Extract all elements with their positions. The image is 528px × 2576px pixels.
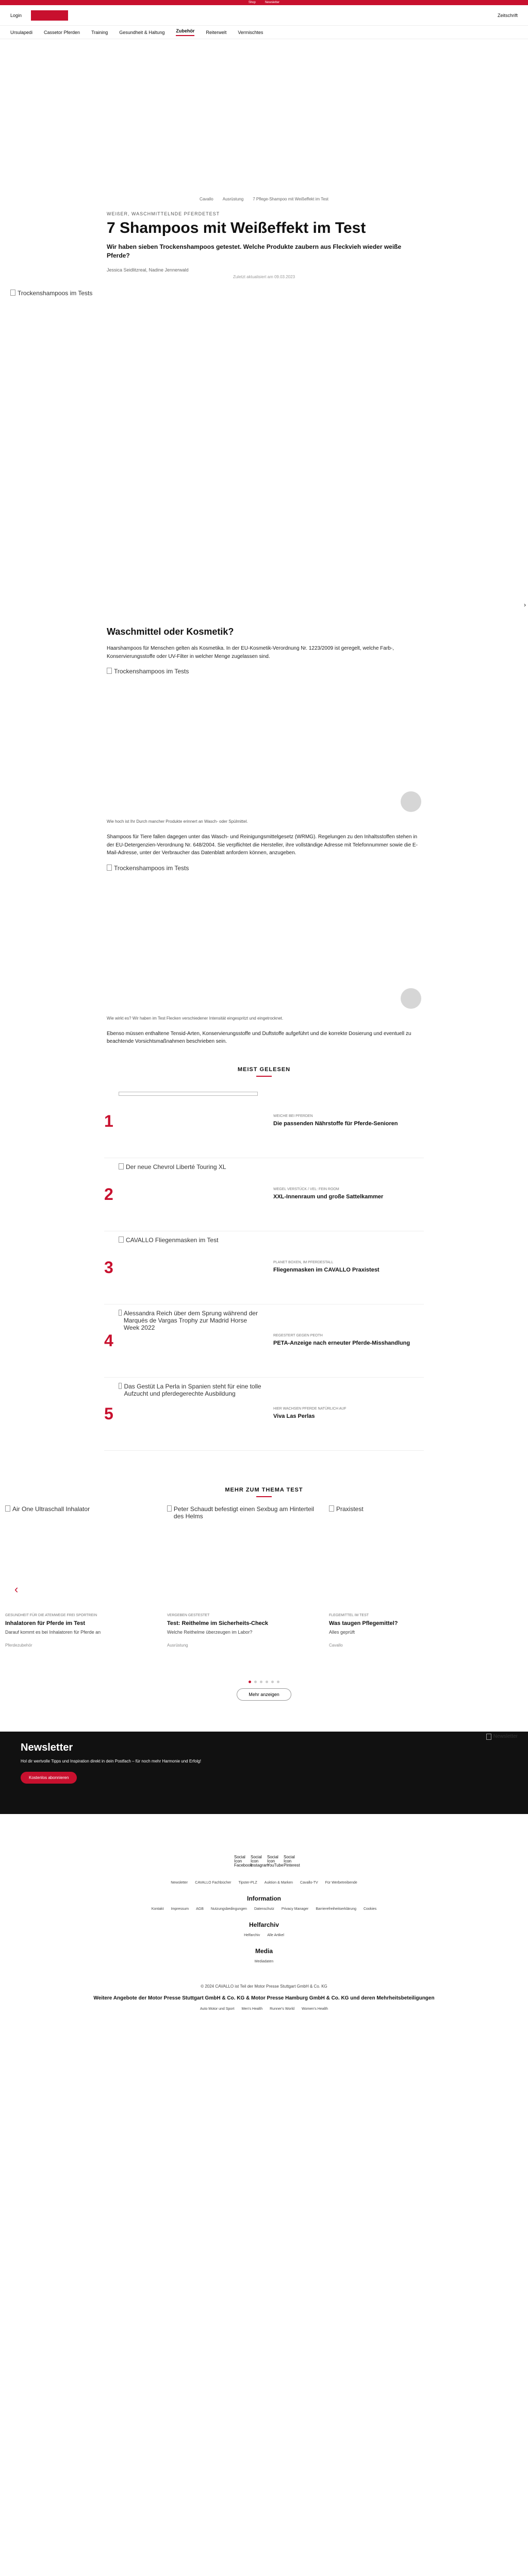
article-date: Zuletzt aktualisiert am 09.03.2023 bbox=[233, 275, 295, 280]
card-subtitle: Darauf kommt es bei Inhalatoren für Pferde an bbox=[5, 1629, 101, 1635]
divider bbox=[256, 1496, 272, 1497]
teaser-kicker: PLANET BOXEN, IM PFERDESTALL bbox=[273, 1261, 334, 1265]
teaser-image bbox=[119, 1383, 263, 1445]
nav-item-active[interactable]: Zubehör bbox=[176, 28, 194, 36]
card-title[interactable]: Inhalatoren für Pferde im Test bbox=[5, 1620, 86, 1626]
footer-heading: Helfarchiv bbox=[249, 1921, 279, 1928]
login-link[interactable]: Login bbox=[10, 12, 22, 18]
footer-links bbox=[0, 1934, 528, 1937]
image-alt: Praxistest bbox=[336, 1505, 364, 1513]
teaser-kicker: WEICHE BEI PFERDEN bbox=[273, 1114, 313, 1118]
header bbox=[0, 5, 528, 26]
card-title[interactable]: Test: Reithelme im Sicherheits-Check bbox=[167, 1620, 269, 1626]
teaser-title[interactable]: PETA-Anzeige nach erneuter Pferde-Misshandlung bbox=[273, 1340, 410, 1347]
teaser-card[interactable] bbox=[329, 1505, 484, 1675]
newsletter-image bbox=[486, 1734, 518, 1740]
breadcrumb-item[interactable]: Ausrüstung bbox=[222, 196, 244, 201]
top-bar bbox=[0, 0, 528, 5]
teaser-title[interactable]: Viva Las Perlas bbox=[273, 1413, 315, 1420]
chevron-right-icon[interactable]: › bbox=[524, 601, 526, 609]
card-category[interactable]: Ausrüstung bbox=[167, 1642, 188, 1648]
show-more-button[interactable]: Mehr anzeigen bbox=[237, 1688, 291, 1701]
card-kicker: GESUNDHEIT FÜR DIE ATEMWEGE FREI SPORTREIN bbox=[5, 1613, 97, 1617]
footer-link[interactable]: Mediadaten bbox=[254, 1959, 274, 1963]
image-caption: Wie wirkt es? Wir haben im Test Flecken verschiedener Intensität eingespritzt und eingetrocknet. bbox=[107, 1015, 284, 1021]
teaser-kicker: WEGEL VERSTÜCK / VEL: FEIN ROOM bbox=[273, 1188, 339, 1192]
carousel-dot[interactable] bbox=[260, 1681, 262, 1683]
image-alt: Alessandra Reich über dem Sprung während der Marqués de Vargas Trophy zur Madrid Horse Week 2022 bbox=[123, 1310, 258, 1332]
newsletter-title: Newsletter bbox=[21, 1741, 73, 1753]
footer-link[interactable]: Runner's World bbox=[270, 2007, 295, 2011]
broken-image-icon bbox=[329, 1505, 334, 1512]
nav-item[interactable]: Vermischtes bbox=[238, 29, 263, 35]
page-title: 7 Shampoos mit Weißeffekt im Test bbox=[107, 219, 366, 236]
broken-image-icon bbox=[119, 1236, 124, 1243]
section-title: MEHR ZUM THEMA TEST bbox=[225, 1486, 303, 1493]
article-body bbox=[107, 626, 421, 1046]
image-alt: Trockenshampoos im Tests bbox=[114, 864, 189, 872]
list-item[interactable] bbox=[104, 1304, 424, 1378]
footer-link[interactable]: Auto Motor und Sport bbox=[200, 2007, 235, 2011]
broken-image-icon bbox=[107, 865, 112, 871]
teaser-image bbox=[119, 1163, 263, 1225]
copyright: © 2024 CAVALLO ist Teil der Motor Presse Stuttgart GmbH & Co. KG bbox=[201, 1984, 327, 1989]
hero-image bbox=[0, 290, 528, 619]
carousel bbox=[0, 1505, 528, 1675]
teaser-card[interactable] bbox=[5, 1505, 160, 1675]
cavallo-logo[interactable] bbox=[31, 10, 68, 21]
footer-link[interactable]: Men's Health bbox=[241, 2007, 263, 2011]
footer-link[interactable]: Datenschutz bbox=[254, 1907, 274, 1911]
teaser-image bbox=[5, 1505, 160, 1598]
teaser-image bbox=[119, 1236, 263, 1298]
main-nav bbox=[0, 26, 528, 39]
broken-image-icon bbox=[167, 1505, 172, 1512]
footer-link[interactable]: Women's Health bbox=[302, 2007, 328, 2011]
section-heading: Waschmittel oder Kosmetik? bbox=[107, 626, 234, 637]
broken-image-icon bbox=[107, 668, 112, 674]
footer-link[interactable]: Helfarchiv bbox=[244, 1933, 260, 1937]
footer-links bbox=[0, 2007, 528, 2011]
newsletter-text: Hol dir wertvolle Tipps und Inspiration direkt in dein Postfach – für noch mehr Harmonie und Erfolg! bbox=[21, 1758, 201, 1764]
image-alt: Das Gestüt La Perla in Spanien steht für eine tolle Aufzucht und pferdegerechte Ausbildung bbox=[124, 1383, 261, 1398]
carousel-dot[interactable] bbox=[266, 1681, 268, 1683]
list-item[interactable] bbox=[104, 1231, 424, 1304]
article-image bbox=[107, 668, 421, 812]
article-kicker: WEIßER, WASCHMITTELNDE PFERDETEST bbox=[107, 211, 220, 216]
youtube-icon[interactable]: Social Icon YouTube bbox=[267, 1854, 284, 1868]
publisher-note: Weitere Angebote der Motor Presse Stuttgart GmbH & Co. KG & Motor Presse Hamburg GmbH & Co. KG und deren Mehrheitsbeteiligungen bbox=[93, 1995, 435, 2001]
nav-item[interactable]: Cassetor Pferden bbox=[44, 29, 80, 35]
footer-heading: Information bbox=[247, 1894, 281, 1902]
card-category[interactable]: Pferdezubehör bbox=[5, 1642, 32, 1648]
rank-number: 1 bbox=[104, 1111, 113, 1130]
breadcrumb bbox=[0, 194, 528, 204]
chevron-left-icon[interactable]: ‹ bbox=[14, 1582, 19, 1596]
teaser-image bbox=[119, 1090, 263, 1152]
footer-links bbox=[0, 1907, 528, 1911]
broken-image-icon bbox=[119, 1383, 122, 1389]
teaser-kicker: HIER WACHSEN PFERDE NATÜRLICH AUF bbox=[273, 1407, 346, 1411]
image-caption: Wie hoch ist Ihr Durch mancher Produkte erinnert an Wasch- oder Spülmittel. bbox=[107, 819, 248, 824]
broken-image-icon bbox=[486, 1734, 491, 1740]
rank-number: 5 bbox=[104, 1404, 113, 1423]
divider bbox=[256, 1076, 272, 1077]
image-alt: Air One Ultraschall Inhalator bbox=[12, 1505, 90, 1513]
footer-link[interactable]: Impressum bbox=[171, 1907, 189, 1911]
image-alt: Trockenshampoos im Tests bbox=[114, 668, 189, 675]
footer-link[interactable]: Auktion & Marken bbox=[264, 1880, 293, 1885]
nav-item[interactable]: Ursulapedi bbox=[10, 29, 33, 35]
broken-image-icon bbox=[119, 1310, 122, 1316]
card-subtitle: Alles geprüft bbox=[329, 1629, 355, 1635]
photo-credit-avatar bbox=[401, 791, 421, 812]
article bbox=[107, 211, 421, 279]
section-title: MEIST GELESEN bbox=[237, 1066, 291, 1073]
rank-number: 3 bbox=[104, 1258, 113, 1277]
topbar-newsletter[interactable]: Newsletter bbox=[265, 1, 280, 4]
list-item[interactable] bbox=[104, 1158, 424, 1231]
paragraph: Ebenso müssen enthaltene Tensid-Arten, Konservierungsstoffe und Duftstoffe aufgeführt und die korrekte Dosierung und eventuell zu beachtende Vorsichtsmaßnahmen beschrieben sein. bbox=[107, 1030, 411, 1045]
article-image bbox=[107, 865, 421, 1009]
teaser-title[interactable]: Die passenden Nährstoffe für Pferde-Senioren bbox=[273, 1121, 398, 1127]
most-read bbox=[104, 1066, 424, 1451]
facebook-icon[interactable]: Social Icon Facebook bbox=[234, 1854, 253, 1868]
footer-heading: Media bbox=[255, 1947, 273, 1955]
image-alt: Der neue Chevrol Liberté Touring XL bbox=[126, 1163, 226, 1171]
subscribe-button[interactable]: Kostenlos abonnieren bbox=[21, 1772, 77, 1784]
card-subtitle: Welche Reithelme überzeugen im Labor? bbox=[167, 1629, 253, 1635]
image-alt: CAVALLO Fliegenmasken im Test bbox=[126, 1236, 219, 1244]
footer-link[interactable]: Für Werbetreibende bbox=[325, 1880, 357, 1885]
paragraph: Haarshampoos für Menschen gelten als Kosmetika. In der EU-Kosmetik-Verordnung Nr. 1223/2009 ist geregelt, welche Farb-, Konservierungsstoffe oder UV-Filter in welcher Menge zugelassen sind. bbox=[107, 646, 394, 659]
teaser-kicker: REGESTERT GEGEN PEOTH bbox=[273, 1334, 323, 1338]
footer-link[interactable]: Barrierefreiheitserklärung bbox=[316, 1907, 356, 1911]
list-item[interactable] bbox=[104, 1085, 424, 1158]
card-kicker: FLEGEMITTEL IM TEST bbox=[329, 1613, 369, 1617]
ad-space bbox=[0, 39, 528, 194]
broken-image-icon bbox=[10, 290, 15, 296]
breadcrumb-item: 7 Pflege-Shampoo mit Weißeffekt im Test bbox=[253, 196, 328, 201]
footer-link[interactable]: AGB bbox=[196, 1907, 204, 1911]
rank-number: 4 bbox=[104, 1331, 113, 1350]
footer-link[interactable]: Cavallo-TV bbox=[300, 1880, 318, 1885]
broken-image-icon bbox=[119, 1163, 124, 1170]
nav-item[interactable]: Reiterwelt bbox=[206, 29, 227, 35]
zeitschrift-link[interactable]: Zeitschrift bbox=[497, 12, 518, 18]
footer-link[interactable]: Nutzungsbedingungen bbox=[210, 1907, 247, 1911]
carousel-dot[interactable] bbox=[254, 1681, 257, 1683]
article-lead: Wir haben sieben Trockenshampoos getestet. Welche Produkte zaubern aus Fleckvieh wieder weiße Pferde? bbox=[107, 243, 402, 259]
carousel-dot[interactable] bbox=[271, 1681, 274, 1683]
teaser-image bbox=[119, 1310, 263, 1371]
nav-item[interactable]: Training bbox=[91, 29, 108, 35]
topbar-shop[interactable]: Shop bbox=[248, 1, 256, 4]
broken-image-icon bbox=[119, 1092, 258, 1096]
newsletter-box bbox=[0, 1732, 528, 1814]
breadcrumb-item[interactable]: Cavallo bbox=[200, 196, 213, 201]
teaser-title[interactable]: Fliegenmasken im CAVALLO Praxistest bbox=[273, 1267, 380, 1274]
teaser-image bbox=[329, 1505, 484, 1598]
card-kicker: VERGEBEN GESTESTET bbox=[167, 1613, 210, 1617]
paragraph: Shampoos für Tiere fallen dagegen unter das Wasch- und Reinigungsmittelgesetz (WRMG). Regelungen zu den Inhaltsstoffen stehen in der EU-Detergenzien-Verordnung Nr. 648/2004. Sie verpflichtet die Hersteller, ihre vollständige Adresse mit Telefonnummer sowie die E-Mail-Adresse, unter der Verbraucher das Datenblatt anfordern können, anzugeben. bbox=[107, 834, 418, 856]
pinterest-icon[interactable]: Social Icon Pinterest bbox=[284, 1854, 300, 1868]
broken-image-icon bbox=[5, 1505, 10, 1512]
footer-links bbox=[0, 1960, 528, 1963]
footer-link[interactable]: Newsletter bbox=[171, 1880, 188, 1885]
instagram-icon[interactable]: Social Icon Instagram bbox=[251, 1854, 269, 1868]
teaser-card[interactable] bbox=[167, 1505, 322, 1675]
footer-link[interactable]: Privacy Manager bbox=[281, 1907, 309, 1911]
footer-link[interactable]: Tipster-PLZ bbox=[238, 1880, 257, 1885]
teaser-image bbox=[167, 1505, 322, 1598]
hero-alt: Trockenshampoos im Tests bbox=[18, 290, 93, 297]
list-item[interactable] bbox=[104, 1378, 424, 1451]
footer-link[interactable]: Cookies bbox=[363, 1907, 377, 1911]
card-category[interactable]: Cavallo bbox=[329, 1642, 343, 1648]
card-title[interactable]: Was taugen Pflegemittel? bbox=[329, 1620, 398, 1626]
article-author[interactable]: Jessica Seidlitzreal, Nadine Jennerwald bbox=[107, 267, 189, 273]
nav-item[interactable]: Gesundheit & Haltung bbox=[119, 29, 165, 35]
photo-credit-avatar bbox=[401, 988, 421, 1009]
carousel-dot[interactable] bbox=[277, 1681, 279, 1683]
image-alt: Newsletter bbox=[493, 1733, 518, 1739]
footer-link[interactable]: Alle Artikel bbox=[267, 1933, 284, 1937]
teaser-title[interactable]: XXL-Innenraum und große Sattelkammer bbox=[273, 1194, 384, 1200]
carousel-dot[interactable] bbox=[249, 1681, 251, 1683]
social-links bbox=[0, 1855, 528, 1876]
image-alt: Peter Schaudt befestigt einen Sexbug am Hinterteil des Helms bbox=[173, 1505, 315, 1520]
footer-links bbox=[0, 1881, 528, 1885]
rank-number: 2 bbox=[104, 1184, 113, 1204]
footer-link[interactable]: Kontakt bbox=[151, 1907, 164, 1911]
carousel-dots bbox=[0, 1681, 528, 1683]
more-on-topic bbox=[0, 1487, 528, 1701]
footer-link[interactable]: CAVALLO Fachbücher bbox=[195, 1880, 232, 1885]
